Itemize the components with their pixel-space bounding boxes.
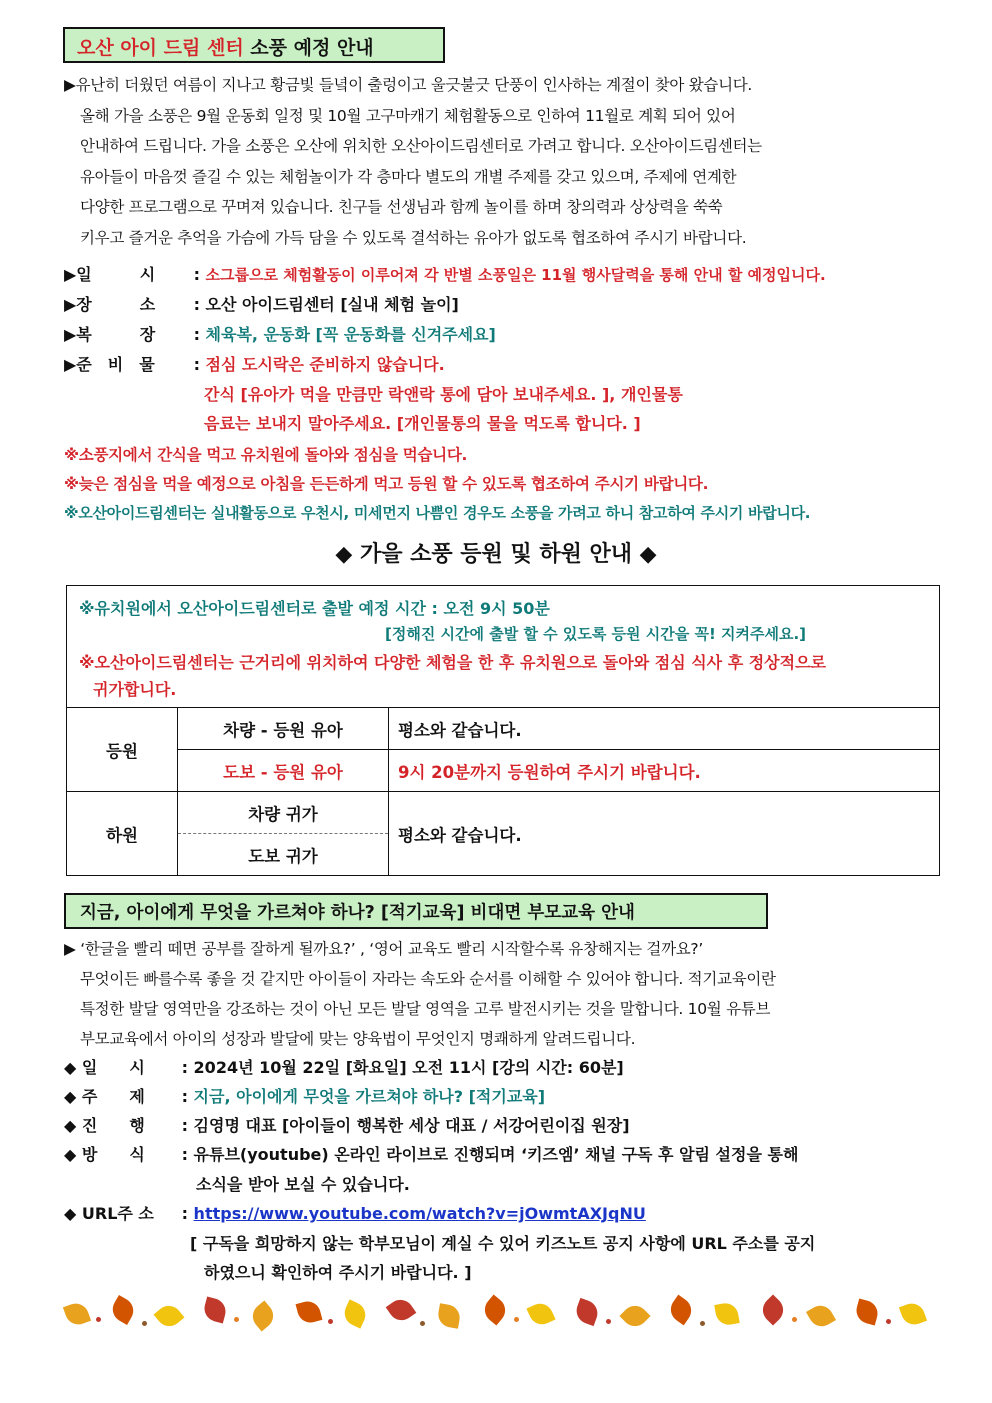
intro-line: ▶ ‘한글을 빨리 떼면 공부를 잘하게 될까요?’ , ‘영어 교육도 빨리 시작할수록 유창해지는 걸까요?’ [64, 940, 703, 958]
walk-arrival-cell: 도보 - 등원 유아 [178, 750, 389, 792]
intro-line: 안내하여 드립니다. 가을 소풍은 오산에 위치한 오산아이드림센터로 가려고 합니다. 오산아이드림센터는 [80, 137, 762, 155]
title-red-part: 오산 아이 드림 센터 [77, 37, 244, 59]
trip-place-label: ▶장 소 [64, 295, 156, 314]
title-rest-part: 소풍 예정 안내 [243, 37, 374, 59]
autumn-leaves-border [62, 1293, 932, 1335]
trip-date-label: ▶일 시 [64, 265, 156, 284]
departure-time-notice: ※유치원에서 오산아이드림센터로 출발 예정 시간 : 오전 9시 50분 [79, 599, 550, 618]
trip-place-row: ▶장 소 : 오산 아이드림센터 [실내 체험 놀이] [64, 292, 459, 315]
departure-desc: 평소와 같습니다. [389, 792, 940, 876]
trip-dress-label: ▶복 장 [64, 325, 156, 344]
intro-line: 특정한 발달 영역만을 강조하는 것이 아닌 모든 발달 영역을 고루 발전시키는 것을 말합니다. 10월 유튜브 [80, 1000, 771, 1018]
edu-host-label: ◆ 진 행 [64, 1116, 145, 1135]
table-row [67, 708, 940, 750]
youtube-link[interactable]: https://www.youtube.com/watch?v=jOwmtAXJqNU [193, 1204, 646, 1223]
trip-dress-row: ▶복 장 : 체육복, 운동화 [꼭 운동화를 신겨주세요] [64, 322, 496, 345]
intro-line: 올해 가을 소풍은 9월 운동회 일정 및 10월 고구마캐기 체험활동으로 인하여 11월로 계획 되어 있어 [80, 106, 736, 125]
pickup-table [66, 707, 940, 876]
prep-line-snack: 간식 [유아가 먹을 만큼만 락앤락 통에 담아 보내주세요. ], 개인물통 [204, 385, 683, 404]
intro-line: 부모교육에서 아이의 성장과 발달에 맞는 양육법이 무엇인지 명쾌하게 알려드립니다. [80, 1030, 636, 1048]
edu-method-row: ◆ 방 식 : 유튜브(youtube) 온라인 라이브로 진행되며 ‘키즈엠’ 채널 구독 후 알림 설정을 통해 [64, 1142, 798, 1165]
url-note-line: 하였으니 확인하여 주시기 바랍니다. ] [204, 1263, 472, 1282]
intro-line: ▶유난히 더웠던 여름이 지나고 황금빛 들녘이 출렁이고 울긋불긋 단풍이 인사하는 계절이 찾아 왔습니다. [64, 76, 753, 94]
table-row [67, 792, 940, 834]
edu-method-value: 유튜브(youtube) 온라인 라이브로 진행되며 ‘키즈엠’ 채널 구독 후 알림 설정을 통해 [193, 1145, 799, 1164]
departure-label: 하원 [67, 792, 178, 876]
departure-notice-box [66, 585, 940, 707]
intro-line: 다양한 프로그램으로 꾸며져 있습니다. 친구들 선생님과 함께 놀이를 하며 창의력과 상상력을 쑥쑥 [80, 198, 723, 216]
edu-url-label: ◆ URL주 소 [64, 1204, 154, 1223]
note-snack: ※소풍지에서 간식을 먹고 유치원에 돌아와 점심을 먹습니다. [64, 446, 468, 464]
arrival-time-reminder: [정해진 시간에 출발 할 수 있도록 등원 시간을 꼭! 지켜주세요.] [385, 625, 807, 643]
walk-arrival-desc: 9시 20분까지 등원하여 주시기 바랍니다. [389, 750, 940, 792]
trip-dress-value: 체육복, 운동화 [꼭 운동화를 신겨주세요] [205, 325, 496, 344]
intro-line: 유아들이 마음껏 즐길 수 있는 체험놀이가 각 층마다 별도의 개별 주제를 갖고 있으며, 주제에 연계한 [80, 167, 737, 186]
trip-prep-label: ▶준 비 물 [64, 355, 155, 374]
edu-method-label: ◆ 방 식 [64, 1145, 145, 1164]
return-notice: ※오산아이드림센터는 근거리에 위치하여 다양한 체험을 한 후 유치원으로 돌아와 점심 식사 후 정상적으로 [79, 653, 827, 672]
trip-date-row: ▶일 시 : 소그룹으로 체험활동이 이루어져 각 반별 소풍일은 11월 행사달력을 통해 안내 할 예정입니다. [64, 262, 826, 285]
section-title-trip [63, 27, 445, 63]
note-breakfast: ※늦은 점심을 먹을 예정으로 아침을 든든하게 먹고 등원 할 수 있도록 협조하여 주시기 바랍니다. [64, 475, 709, 493]
trip-prep-row: ▶준 비 물 : 점심 도시락은 준비하지 않습니다. [64, 352, 445, 375]
url-note-line: [ 구독을 희망하지 않는 학부모님이 계실 수 있어 키즈노트 공지 사항에 URL 주소를 공지 [190, 1234, 816, 1253]
trip-date-value: 소그룹으로 체험활동이 이루어져 각 반별 소풍일은 11월 행사달력을 통해 안내 할 예정입니다. [205, 266, 826, 284]
edu-date-row: ◆ 일 시 : 2024년 10월 22일 [화요일] 오전 11시 [강의 시간: 60분] [64, 1055, 624, 1078]
edu-host-value: 김영명 대표 [아이들이 행복한 세상 대표 / 서강어린이집 원장] [193, 1116, 630, 1135]
edu-topic-row: ◆ 주 제 : 지금, 아이에게 무엇을 가르쳐야 하나? [적기교육] [64, 1084, 545, 1107]
edu-topic-value: 지금, 아이에게 무엇을 가르쳐야 하나? [적기교육] [193, 1087, 546, 1106]
intro-line: 키우고 즐거운 추억을 가슴에 가득 담을 수 있도록 결석하는 유아가 없도록 협조하여 주시기 바랍니다. [80, 228, 747, 247]
note-weather: ※오산아이드림센터는 실내활동으로 우천시, 미세먼지 나쁨인 경우도 소풍을 가려고 하니 참고하여 주시기 바랍니다. [64, 504, 811, 522]
arrival-label: 등원 [67, 708, 178, 792]
prep-line-drink: 음료는 보내지 말아주세요. [개인물통의 물을 먹도록 합니다. ] [204, 414, 641, 433]
table-row [67, 750, 940, 792]
bus-arrival-cell: 차량 - 등원 유아 [178, 708, 389, 750]
bus-departure-cell: 차량 귀가 [178, 792, 389, 834]
edu-date-label: ◆ 일 시 [64, 1058, 145, 1077]
intro-line: 무엇이든 빠를수록 좋을 것 같지만 아이들이 자라는 속도와 순서를 이해할 수 있어야 합니다. 적기교육이란 [80, 970, 776, 988]
edu-topic-label: ◆ 주 제 [64, 1087, 145, 1106]
trip-intro [64, 70, 934, 253]
trip-place-value: 오산 아이드림센터 [실내 체험 놀이] [205, 295, 459, 314]
section-title-parent-edu: 지금, 아이에게 무엇을 가르쳐야 하나? [적기교육] 비대면 부모교육 안내 [64, 893, 768, 929]
bus-arrival-desc: 평소와 같습니다. [389, 708, 940, 750]
trip-prep-value: 점심 도시락은 준비하지 않습니다. [205, 355, 445, 374]
pickup-dropoff-heading: ◆ 가을 소풍 등원 및 하원 안내 ◆ [335, 542, 657, 567]
edu-url-row: ◆ URL주 소 : https://www.youtube.com/watch?v=jOwmtAXJqNU [64, 1201, 646, 1224]
edu-host-row: ◆ 진 행 : 김영명 대표 [아이들이 행복한 세상 대표 / 서강어린이집 원장] [64, 1113, 630, 1136]
parent-edu-intro [64, 934, 934, 1054]
return-notice-cont: 귀가합니다. [93, 680, 177, 699]
edu-method-cont: 소식을 받아 보실 수 있습니다. [196, 1175, 410, 1194]
walk-departure-cell: 도보 귀가 [178, 834, 389, 876]
edu-date-value: 2024년 10월 22일 [화요일] 오전 11시 [강의 시간: 60분] [193, 1058, 624, 1077]
